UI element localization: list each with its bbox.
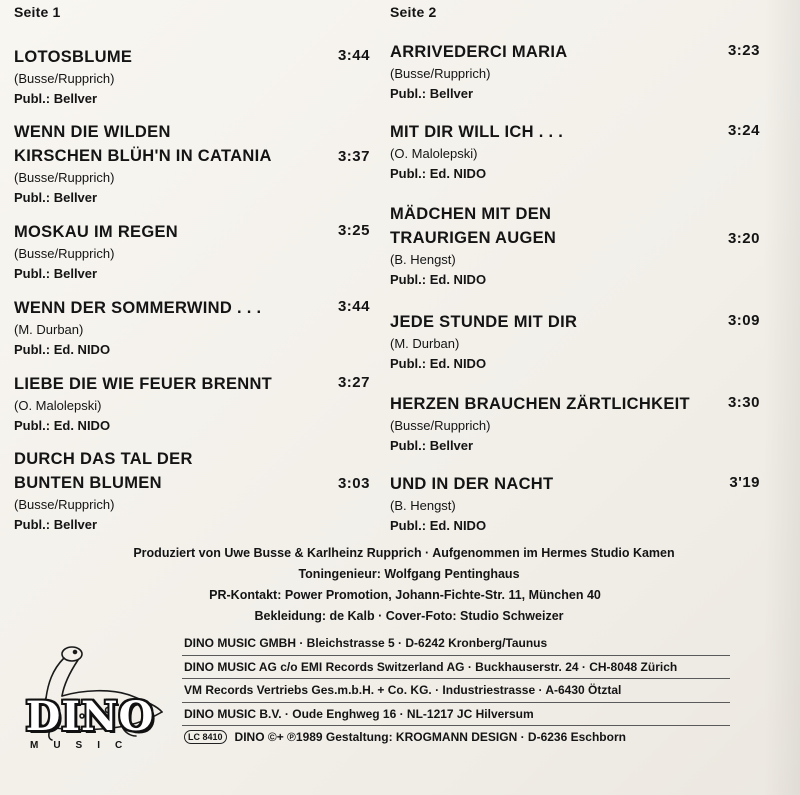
side-1-heading: Seite 1 bbox=[14, 4, 61, 20]
track-credit: (Busse/Rupprich) bbox=[14, 497, 115, 512]
track-publisher: Publ.: Ed. NIDO bbox=[390, 272, 487, 287]
track-credit: (Busse/Rupprich) bbox=[390, 418, 491, 433]
track-time: 3:27 bbox=[337, 374, 370, 391]
track-time: 3:24 bbox=[727, 122, 760, 139]
track-time: 3:37 bbox=[337, 148, 370, 165]
track-title: LIEBE DIE WIE FEUER BRENNT bbox=[14, 375, 273, 393]
address-line-switzerland: DINO MUSIC AG c/o EMI Records Switzerland AG · Buckhauserstr. 24 · CH-8048 Zürich bbox=[182, 656, 730, 680]
track-item bbox=[388, 40, 760, 104]
track-time: 3:20 bbox=[727, 230, 760, 247]
track-item bbox=[388, 202, 760, 290]
track-credit: (O. Malolepski) bbox=[390, 146, 478, 161]
track-time: 3'19 bbox=[729, 474, 760, 491]
track-title: WENN DIE WILDEN bbox=[14, 123, 171, 141]
track-publisher: Publ.: Ed. NIDO bbox=[14, 342, 111, 357]
music-logo-subtext: MUSIC bbox=[30, 740, 138, 751]
copyright-row bbox=[182, 726, 730, 749]
track-publisher: Publ.: Bellver bbox=[14, 190, 98, 205]
track-title-line-2: KIRSCHEN BLÜH'N IN CATANIA bbox=[14, 147, 272, 165]
track-title: WENN DER SOMMERWIND . . . bbox=[14, 299, 262, 317]
track-publisher: Publ.: Ed. NIDO bbox=[14, 418, 111, 433]
track-credit: (Busse/Rupprich) bbox=[14, 170, 115, 185]
address-line-austria: VM Records Vertriebs Ges.m.b.H. + Co. KG. · Industriestrasse · A-6430 Ötztal bbox=[182, 679, 730, 703]
track-title: DURCH DAS TAL DER bbox=[14, 450, 193, 468]
track-credit: (Busse/Rupprich) bbox=[390, 66, 491, 81]
track-publisher: Publ.: Ed. NIDO bbox=[390, 356, 487, 371]
track-publisher: Publ.: Ed. NIDO bbox=[390, 166, 487, 181]
track-credit: (B. Hengst) bbox=[390, 252, 456, 267]
track-credit: (Busse/Rupprich) bbox=[14, 246, 115, 261]
track-title: LOTOSBLUME bbox=[14, 48, 133, 66]
pr-contact-line: PR-Kontakt: Power Promotion, Johann-Fichte-Str. 11, München 40 bbox=[209, 588, 601, 602]
track-time: 3:25 bbox=[337, 222, 370, 239]
track-item bbox=[0, 447, 370, 535]
track-title: JEDE STUNDE MIT DIR bbox=[390, 313, 578, 331]
label-code-badge: LC 8410 bbox=[184, 730, 227, 744]
track-title: HERZEN BRAUCHEN ZÄRTLICHKEIT bbox=[390, 395, 690, 413]
track-publisher: Publ.: Bellver bbox=[390, 438, 474, 453]
track-time: 3:03 bbox=[337, 475, 370, 492]
track-time: 3:44 bbox=[337, 47, 370, 64]
track-time: 3:44 bbox=[337, 298, 370, 315]
track-title: MÄDCHEN MIT DEN bbox=[390, 205, 552, 223]
address-line-netherlands: DINO MUSIC B.V. · Oude Enghweg 16 · NL-1217 JC Hilversum bbox=[182, 703, 730, 727]
track-credit: (B. Hengst) bbox=[390, 498, 456, 513]
track-item bbox=[388, 120, 760, 184]
track-credit: (O. Malolepski) bbox=[14, 398, 102, 413]
track-item bbox=[0, 120, 370, 208]
track-title: ARRIVEDERCI MARIA bbox=[390, 43, 568, 61]
track-item bbox=[0, 296, 370, 360]
track-title: UND IN DER NACHT bbox=[390, 475, 554, 493]
track-publisher: Publ.: Ed. NIDO bbox=[390, 518, 487, 533]
track-item bbox=[388, 472, 760, 536]
track-title-line-2: TRAURIGEN AUGEN bbox=[390, 229, 557, 247]
track-publisher: Publ.: Bellver bbox=[14, 266, 98, 281]
track-time: 3:23 bbox=[727, 42, 760, 59]
copyright-text: DINO ©+ ℗1989 Gestaltung: KROGMANN DESIGN · D-6236 Eschborn bbox=[234, 730, 626, 745]
track-credit: (M. Durban) bbox=[390, 336, 460, 351]
side-2-heading: Seite 2 bbox=[390, 4, 437, 20]
track-title-line-2: BUNTEN BLUMEN bbox=[14, 474, 162, 492]
paper-edge-shading bbox=[764, 0, 800, 795]
track-publisher: Publ.: Bellver bbox=[390, 86, 474, 101]
track-credit: (M. Durban) bbox=[14, 322, 84, 337]
clothing-photo-line: Bekleidung: de Kalb · Cover-Foto: Studio Schweizer bbox=[254, 609, 564, 623]
track-credit: (Busse/Rupprich) bbox=[14, 71, 115, 86]
address-line-germany: DINO MUSIC GMBH · Bleichstrasse 5 · D-6242 Kronberg/Taunus bbox=[182, 632, 730, 656]
engineer-line: Toningenieur: Wolfgang Pentinghaus bbox=[298, 567, 520, 581]
dino-logo-text: DINO bbox=[25, 693, 155, 740]
track-item bbox=[388, 310, 760, 374]
producer-line: Produziert von Uwe Busse & Karlheinz Rupprich · Aufgenommen im Hermes Studio Kamen bbox=[133, 546, 675, 560]
track-title: MOSKAU IM REGEN bbox=[14, 223, 179, 241]
track-time: 3:30 bbox=[727, 394, 760, 411]
track-item bbox=[0, 45, 370, 109]
track-publisher: Publ.: Bellver bbox=[14, 517, 98, 532]
track-title: MIT DIR WILL ICH . . . bbox=[390, 123, 564, 141]
track-item bbox=[388, 392, 760, 456]
production-credits bbox=[0, 543, 800, 627]
track-time: 3:09 bbox=[727, 312, 760, 329]
track-publisher: Publ.: Bellver bbox=[14, 91, 98, 106]
track-item bbox=[0, 220, 370, 284]
track-item bbox=[0, 372, 370, 436]
label-addresses bbox=[182, 632, 730, 749]
